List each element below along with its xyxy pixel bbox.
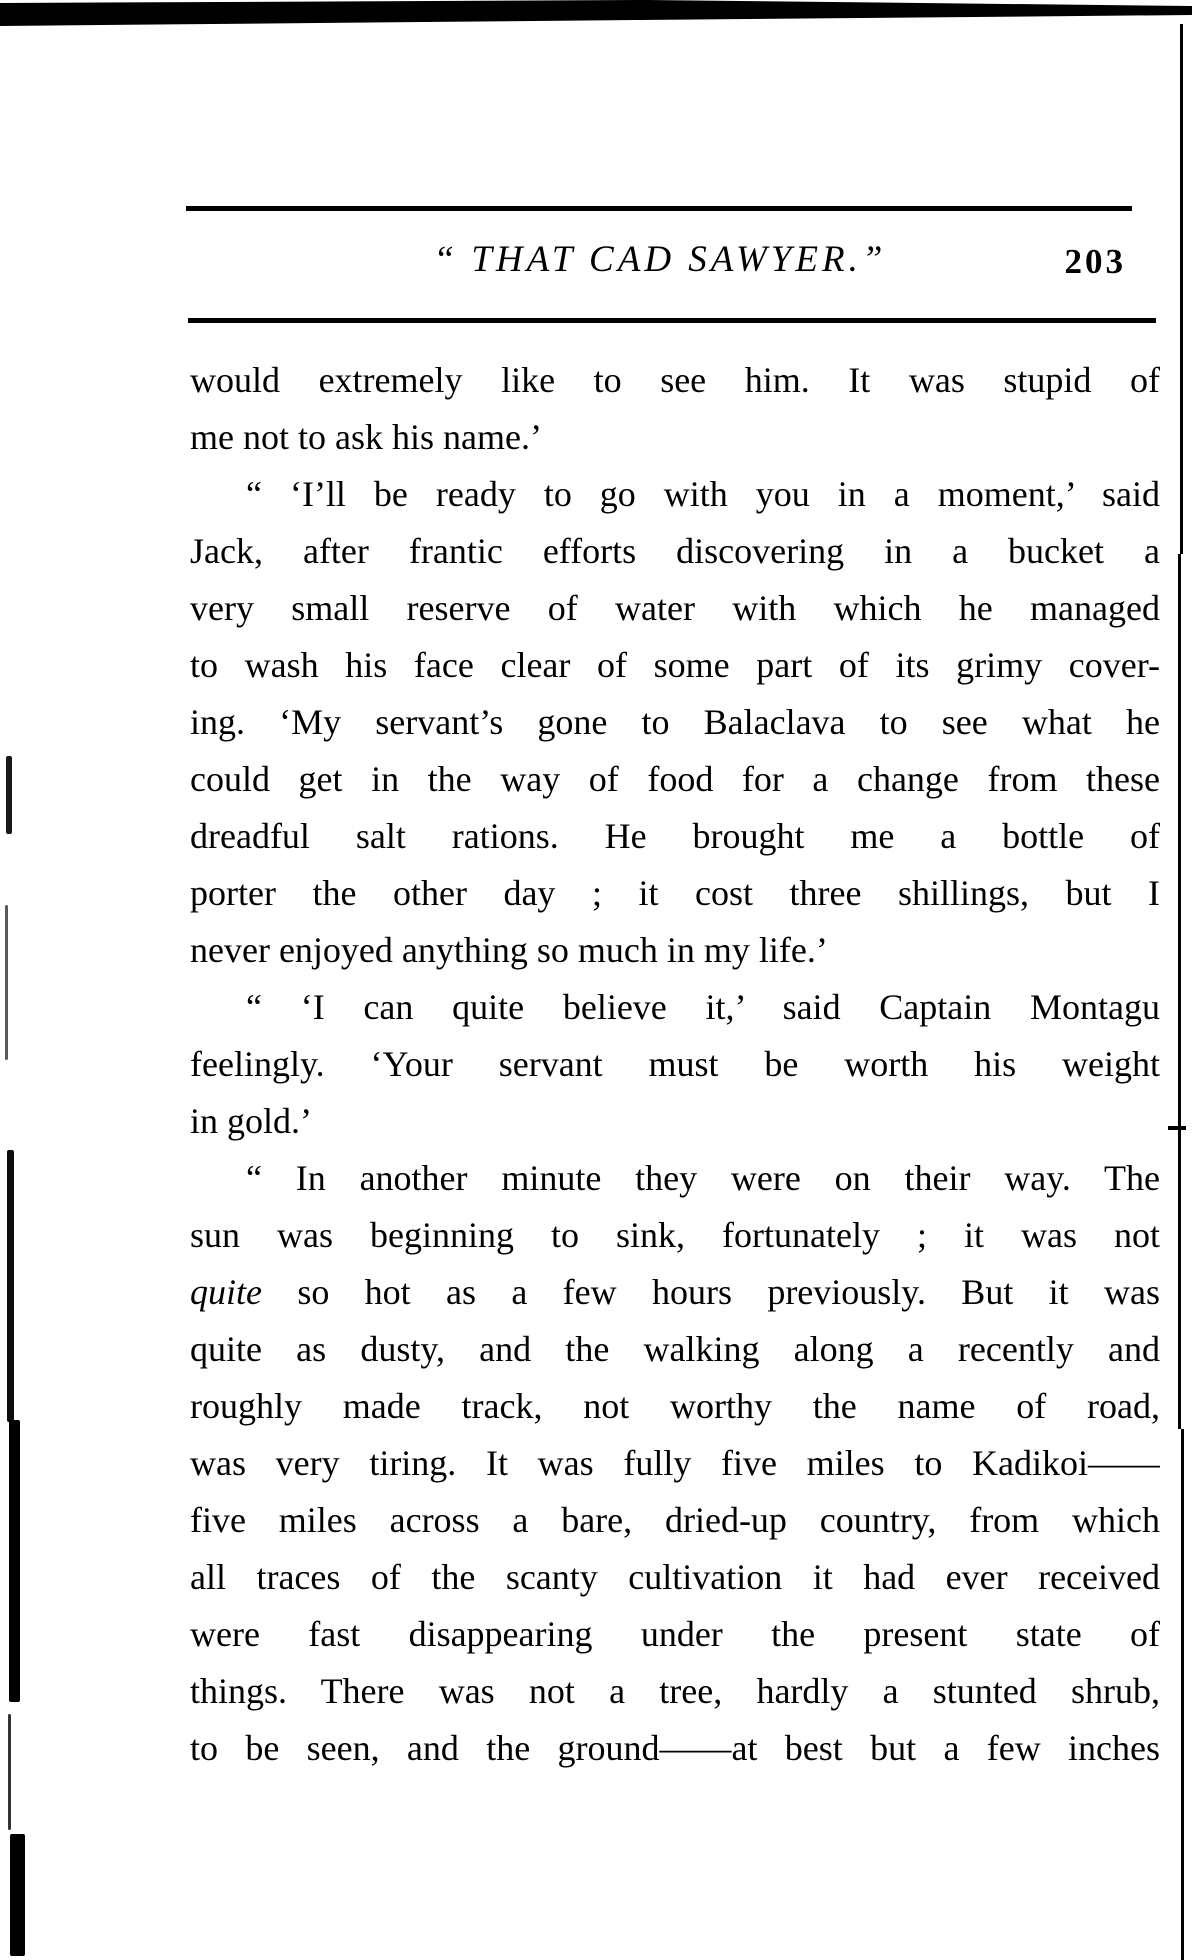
text-line [190, 580, 1160, 637]
text-segment: feelingly. ‘Your servant must be worth his weight [190, 1044, 1160, 1084]
scan-smudge [7, 1150, 14, 1422]
text-line [190, 1378, 1160, 1435]
text-line [190, 751, 1160, 808]
scan-smudge [1168, 1126, 1186, 1130]
text-segment: was very tiring. It was fully five miles to Kadikoi—— [190, 1443, 1160, 1483]
text-segment: me not to ask his name.’ [190, 417, 542, 457]
text-segment: “ ‘I’ll be ready to go with you in a moment,’ said [246, 474, 1160, 514]
text-line [190, 1150, 1160, 1207]
text-line [190, 922, 1160, 979]
italic-word: quite [190, 1272, 262, 1312]
header-rule-bottom [188, 318, 1156, 323]
text-segment: were fast disappearing under the present state of [190, 1614, 1160, 1654]
text-line [190, 1435, 1160, 1492]
text-line [190, 979, 1160, 1036]
text-segment: Jack, after frantic efforts discovering in a bucket a [190, 531, 1160, 571]
text-segment: sun was beginning to sink, fortunately ; it was not [190, 1215, 1160, 1255]
text-line [190, 1492, 1160, 1549]
text-line [190, 1720, 1160, 1777]
text-line [190, 1606, 1160, 1663]
text-line [190, 466, 1160, 523]
text-segment: “ In another minute they were on their way. The [246, 1158, 1160, 1198]
text-segment: dreadful salt rations. He brought me a bottle of [190, 816, 1160, 856]
header-rule-top [186, 206, 1132, 211]
text-segment: very small reserve of water with which he managed [190, 588, 1160, 628]
text-line [190, 1264, 1160, 1321]
text-line [190, 694, 1160, 751]
text-segment: never enjoyed anything so much in my life.’ [190, 930, 828, 970]
page-header [190, 238, 1160, 294]
running-title: “ THAT CAD SAWYER.” [433, 239, 887, 280]
text-line [190, 409, 1160, 466]
text-segment: in gold.’ [190, 1101, 312, 1141]
scan-smudge [6, 756, 12, 834]
text-segment: roughly made track, not worthy the name of road, [190, 1386, 1160, 1426]
text-line [190, 1321, 1160, 1378]
text-segment: could get in the way of food for a change from these [190, 759, 1160, 799]
text-line [190, 808, 1160, 865]
text-segment: “ ‘I can quite believe it,’ said Captain Montagu [246, 987, 1160, 1027]
text-line [190, 1663, 1160, 1720]
scan-edge-right [1180, 24, 1183, 554]
text-line [190, 1093, 1160, 1150]
text-segment: all traces of the scanty cultivation it had ever received [190, 1557, 1160, 1597]
scan-smudge [10, 1834, 25, 1956]
text-segment: five miles across a bare, dried-up country, from which [190, 1500, 1160, 1540]
scan-edge-right [1178, 554, 1181, 1429]
scan-edge-right [1181, 1429, 1184, 1960]
text-line [190, 637, 1160, 694]
scan-smudge [5, 905, 8, 1060]
scan-smudge [9, 1420, 20, 1702]
text-segment: porter the other day ; it cost three shillings, but I [190, 873, 1160, 913]
text-segment: to be seen, and the ground——at best but a few inches [190, 1728, 1160, 1768]
text-segment: so hot as a few hours previously. But it was [261, 1272, 1160, 1312]
text-segment: would extremely like to see him. It was stupid of [190, 360, 1160, 400]
text-segment: things. There was not a tree, hardly a stunted shrub, [190, 1671, 1160, 1711]
page-number: 203 [1064, 242, 1126, 281]
text-line [190, 1036, 1160, 1093]
text-segment: to wash his face clear of some part of its grimy cover- [190, 645, 1160, 685]
body-text [190, 352, 1160, 1777]
scan-smudge [8, 1714, 11, 1830]
text-segment: quite as dusty, and the walking along a recently and [190, 1329, 1160, 1369]
text-line [190, 1207, 1160, 1264]
text-line [190, 523, 1160, 580]
scan-edge-top-icon [0, 0, 1192, 30]
text-line [190, 352, 1160, 409]
text-line [190, 1549, 1160, 1606]
text-segment: ing. ‘My servant’s gone to Balaclava to see what he [190, 702, 1160, 742]
text-line [190, 865, 1160, 922]
